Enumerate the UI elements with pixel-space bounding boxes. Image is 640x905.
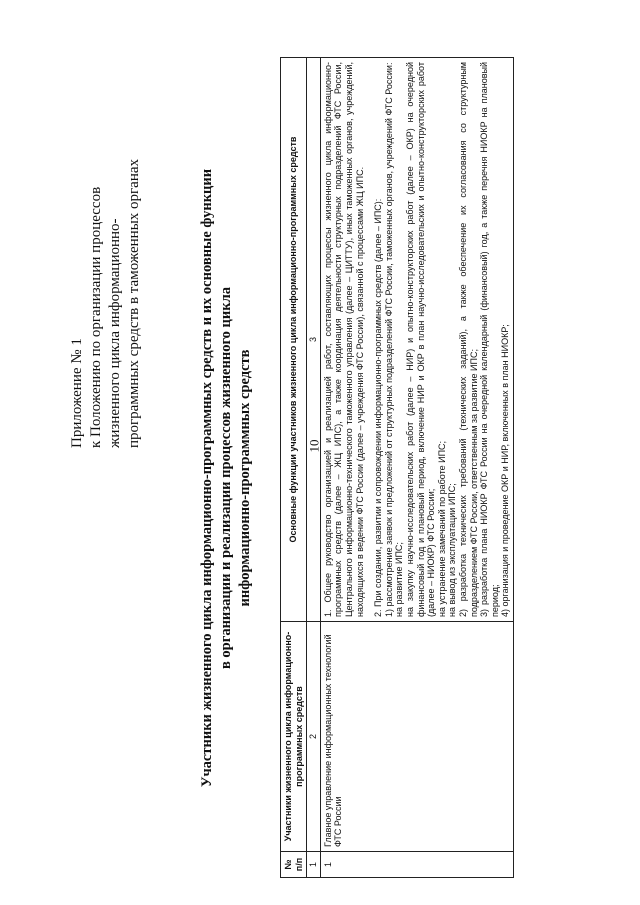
column-number: 3 bbox=[307, 58, 321, 622]
column-number: 2 bbox=[307, 622, 321, 852]
rotated-page bbox=[60, 8, 580, 878]
title-line: в организации и реализации процессов жизненного цикла bbox=[218, 286, 234, 670]
header-participant: Участники жизненного цикла информационно-программных средств bbox=[281, 622, 307, 852]
appendix-line: жизненного цикла информационно- bbox=[107, 218, 123, 448]
function-text: 2. При создании, развитии и сопровождении информационно-программных средств (далее – ИПС): bbox=[373, 198, 384, 617]
appendix-line: к Положению по организации процессов bbox=[88, 186, 104, 448]
function-text: на развитие ИПС; bbox=[394, 542, 405, 617]
page-number: 10 bbox=[306, 439, 322, 453]
function-text: на вывод из эксплуатации ИПС; bbox=[447, 483, 458, 617]
header-functions: Основные функции участников жизненного цикла информационно-программных средств bbox=[281, 58, 307, 622]
functions-cell bbox=[320, 58, 513, 622]
row-number: 1 bbox=[320, 852, 513, 878]
header-number: № п/п bbox=[281, 852, 307, 878]
column-number-row bbox=[307, 58, 321, 878]
column-number: 1 bbox=[307, 852, 321, 878]
participant-name: Главное управление информационных технологий ФТС России bbox=[320, 622, 513, 852]
paragraph-gap bbox=[365, 62, 373, 617]
title-line: информационно-программных средств bbox=[237, 349, 253, 607]
appendix-title: Приложение № 1 bbox=[69, 338, 85, 448]
function-text: на устранение замечаний по работе ИПС; bbox=[436, 440, 447, 617]
function-text: на закупку научно-исследовательских работ (далее – НИР) и опытно-конструкторских работ (далее – ОКР) на очередной финансовый год и плановый период, включение НИР и ОКР в план научно-исследовательских и опытно-конструкторских работ (далее – НИОКР) ФТС России; bbox=[404, 62, 437, 617]
document-title bbox=[198, 158, 255, 798]
table-header-row bbox=[281, 58, 307, 878]
function-text: 3) разработка плана НИОКР ФТС России на очередной календарный (финансовый) год, а также перечня НИОКР на плановый период; bbox=[479, 62, 500, 617]
function-text: 4) организация и проведение ОКР и НИР, включенных в план НИОКР; bbox=[500, 324, 511, 617]
function-text: 1) рассмотрение заявок и предложений от структурных подразделений ФТС России, таможенных органов, учреждений ФТС России: bbox=[383, 62, 394, 617]
function-text: 2) разработка технических требований (технических заданий), а также обеспечение их согласования со структурным подразделением ФТС России, ответственным за развитие ИПС; bbox=[457, 62, 479, 617]
table-row bbox=[320, 58, 513, 878]
title-line: Участники жизненного цикла информационно-программных средств и их основные функции bbox=[199, 168, 215, 788]
appendix-line: программных средств в таможенных органах bbox=[126, 158, 142, 448]
function-text: 1. Общее руководство организацией и реализацией работ, составляющих процессы жизненного цикла информационно-программных средств (далее – ЖЦ ИПС), а также координация деятельности структурных подразделений ФТС России, Центрального информационно-технического таможенного управления (далее – ЦИТТУ), иных таможенных органов, учреждений, находящихся в ведении ФТС России (далее – учреждения ФТС России), связанной с процессами ЖЦ ИПС. bbox=[322, 62, 365, 617]
participants-table bbox=[280, 57, 514, 878]
appendix-header bbox=[68, 28, 144, 448]
